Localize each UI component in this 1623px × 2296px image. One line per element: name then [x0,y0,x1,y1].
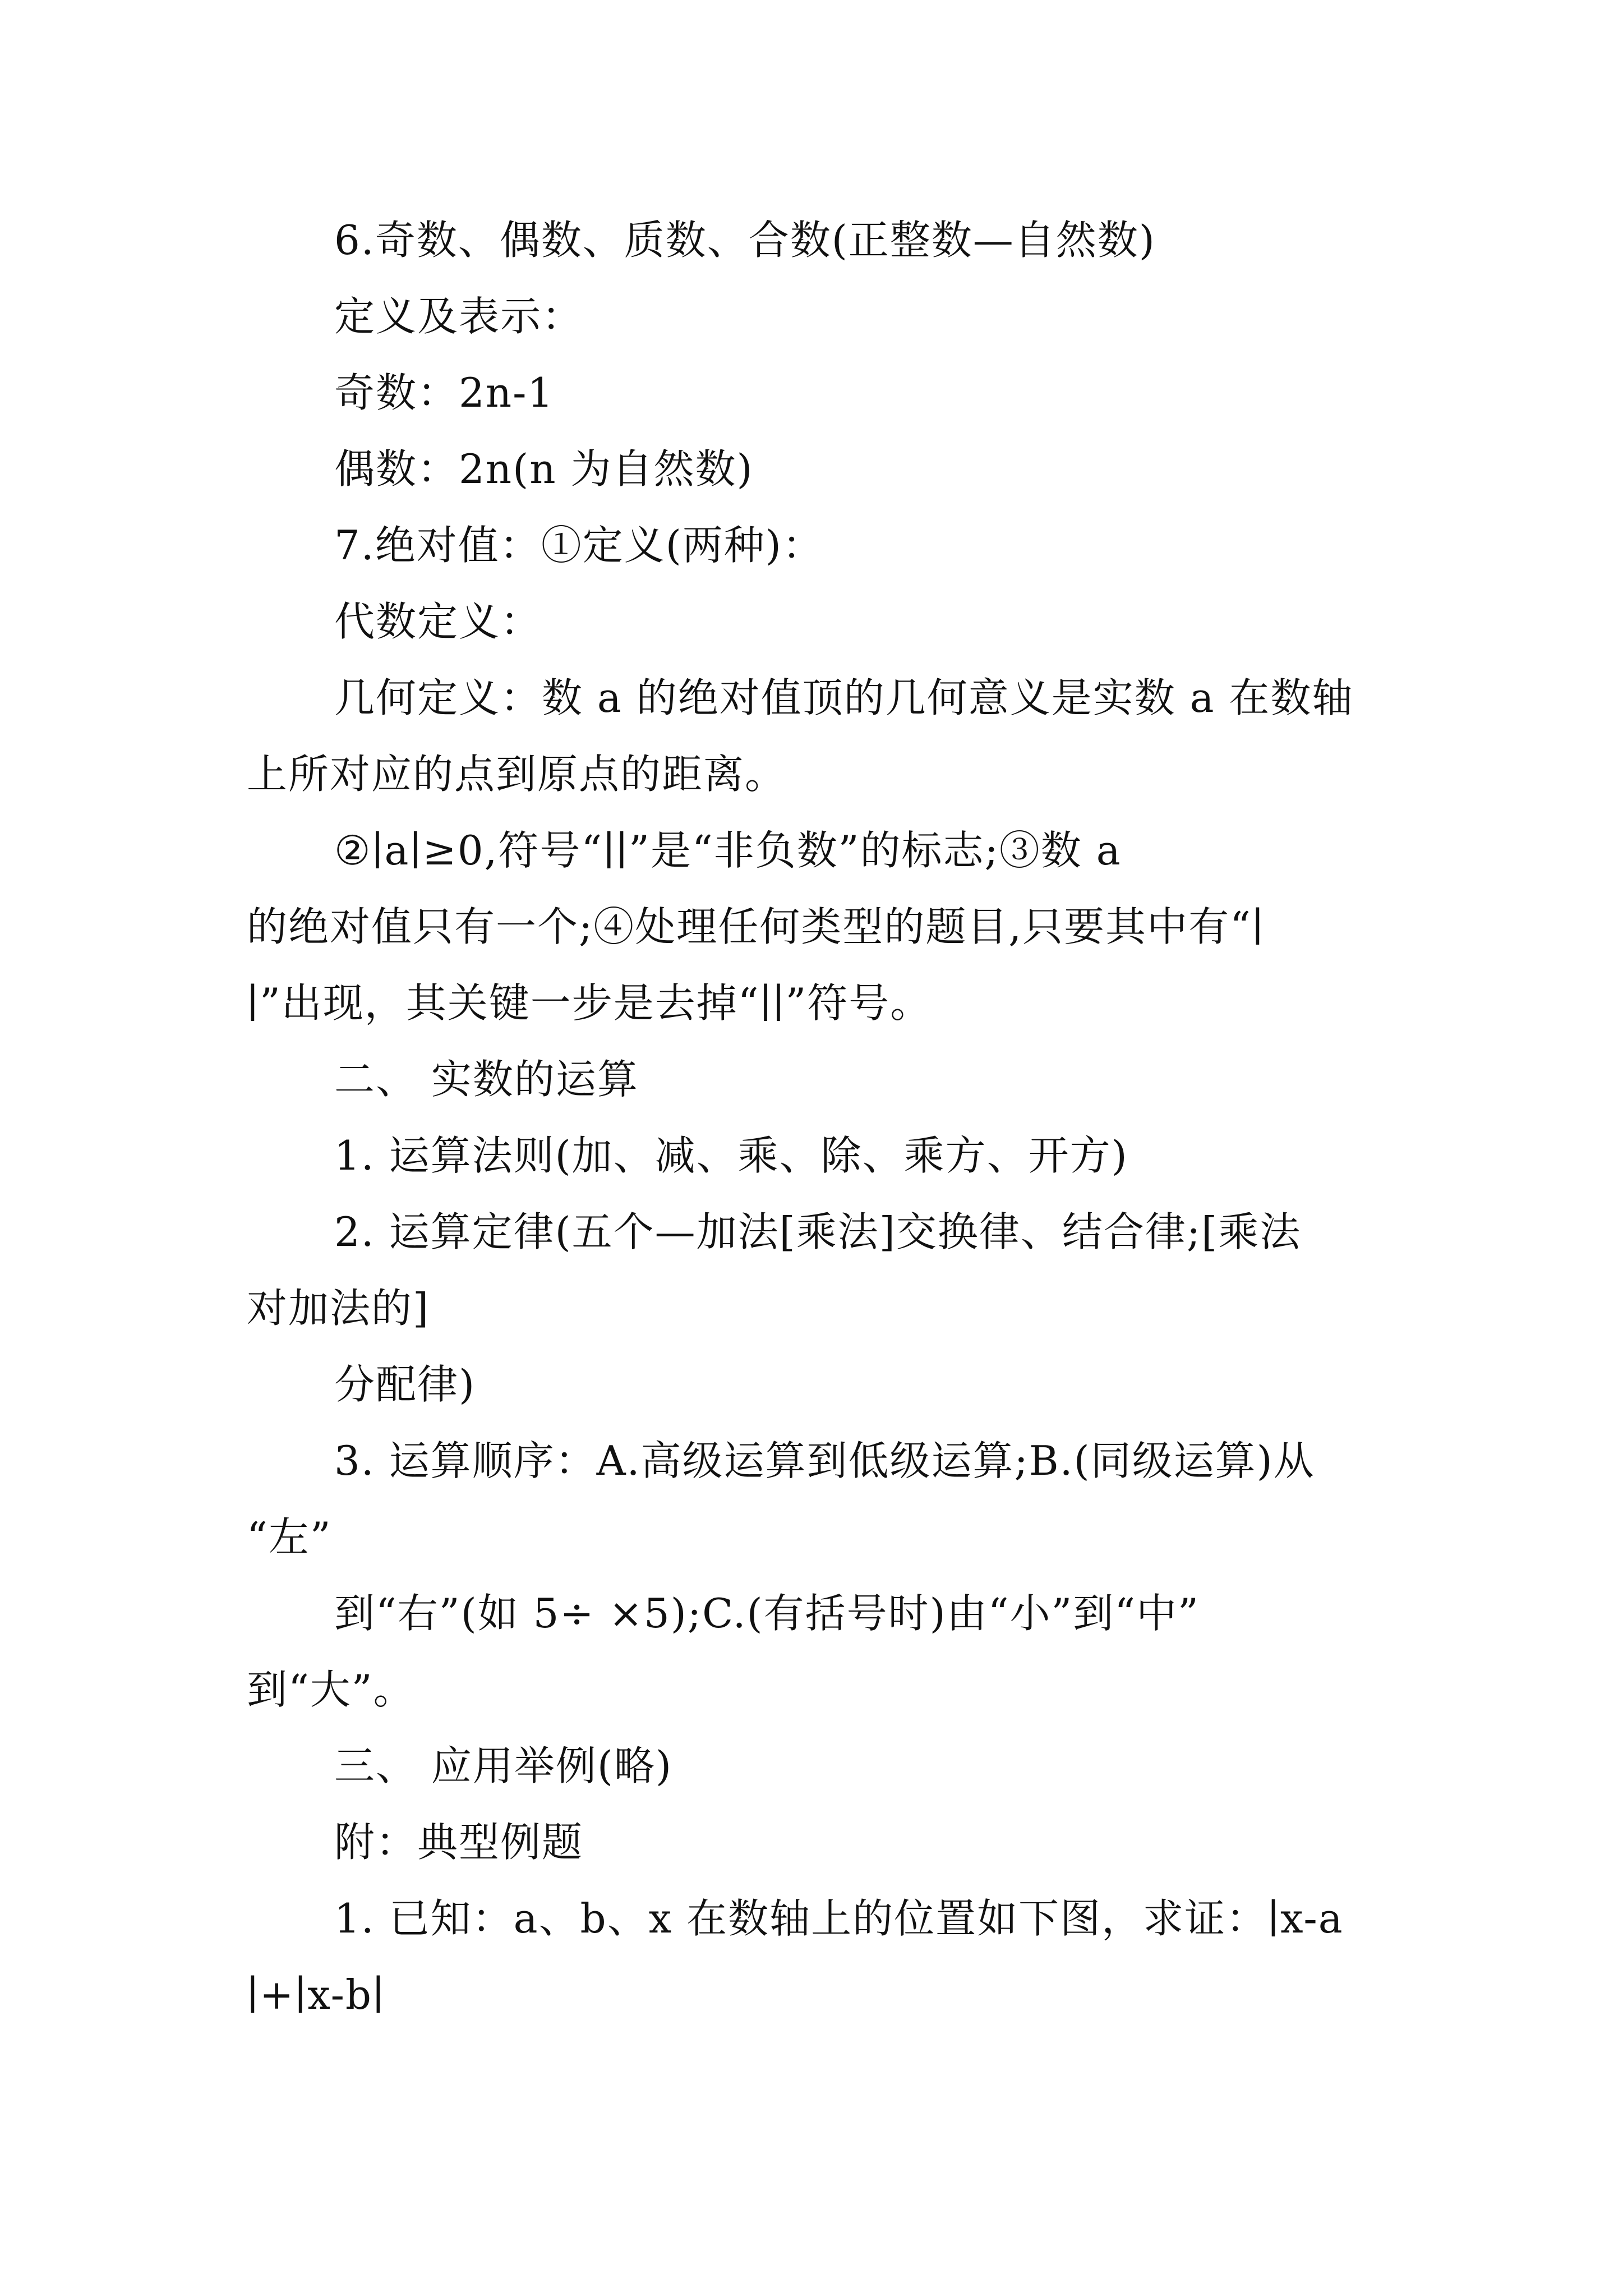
text-line: 奇数：2n-1 [334,369,555,416]
text-line: 6.奇数、偶数、质数、合数(正整数—自然数) [334,217,1156,264]
section-heading: 三、 应用举例(略) [334,1742,673,1789]
text-line: “左” [247,1513,332,1561]
text-line: 2. 运算定律(五个—加法[乘法]交换律、结合律;[乘法 [334,1208,1302,1255]
text-line: 1. 已知：a、b、x 在数轴上的位置如下图，求证：∣x-a [334,1895,1344,1942]
text-line: 1. 运算法则(加、减、乘、除、乘方、开方) [334,1132,1128,1179]
text-line: 的绝对值只有一个;④处理任何类型的题目,只要其中有“∣ [247,903,1265,950]
text-line: ②∣a∣≥0,符号“∣∣”是“非负数”的标志;③数 a [334,827,1122,874]
text-line: 到“大”。 [247,1666,415,1713]
text-line: 3. 运算顺序：A.高级运算到低级运算;B.(同级运算)从 [334,1437,1315,1484]
text-line: 7.绝对值：①定义(两种)： [334,522,824,569]
text-line: 分配律) [334,1361,476,1408]
text-line: ∣+∣x-b∣ [247,1971,385,2018]
text-line: 对加法的] [247,1285,430,1332]
text-line: ∣”出现，其关键一步是去掉“∣∣”符号。 [247,979,932,1027]
text-line: 定义及表示： [334,293,584,340]
text-line: 几何定义：数 a 的绝对值顶的几何意义是实数 a 在数轴 [334,674,1354,721]
text-line: 上所对应的点到原点的距离。 [247,751,787,798]
text-line: 附：典型例题 [334,1819,584,1866]
document-body [247,202,1380,2033]
text-line: 代数定义： [334,598,542,645]
section-heading: 二、 实数的运算 [334,1056,639,1103]
text-line: 到“右”(如 5÷ ×5);C.(有括号时)由“小”到“中” [334,1590,1200,1637]
text-line: 偶数：2n(n 为自然数) [334,445,754,493]
